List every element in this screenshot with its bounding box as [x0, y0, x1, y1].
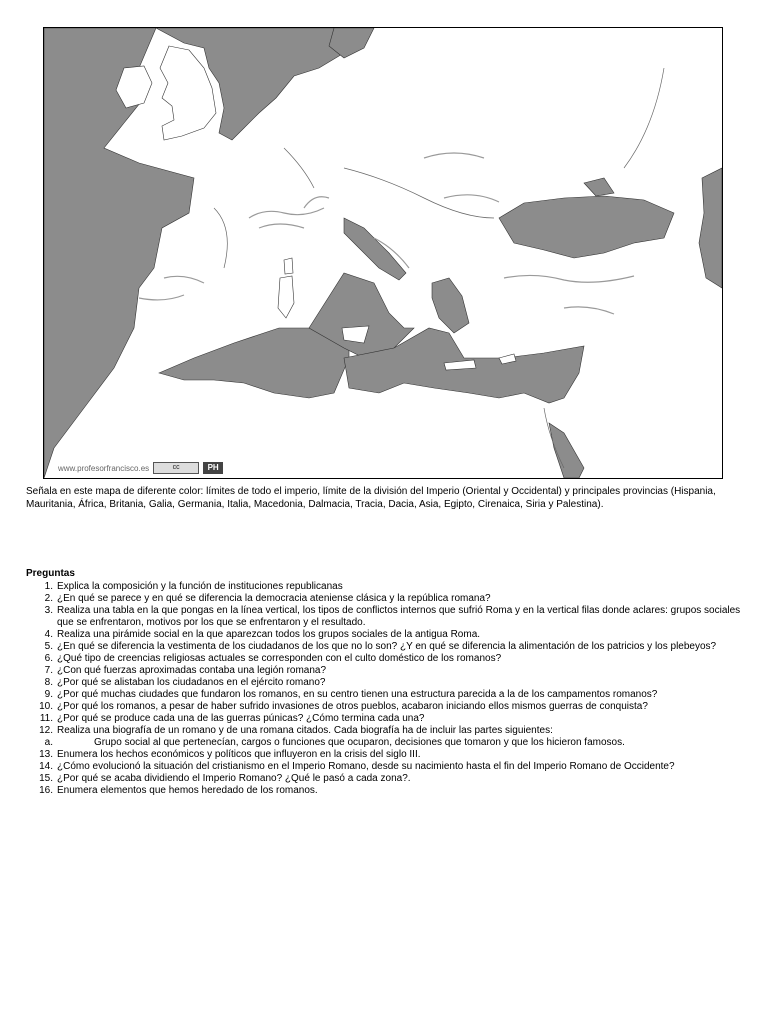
map-instructions: Señala en este mapa de diferente color: límites de todo el imperio, límite de la división del Imperio (Oriental y Occidental) y principales provincias (Hispania, Mauritania, África, Britania, Galia, Germania, Italia, Macedonia, Dalmacia, Tracia, Dacia, Asia, Egipto, Cirenaica, Siria y Palestina).	[26, 486, 716, 510]
map-image	[44, 28, 722, 478]
question-item: 16. Enumera elementos que hemos heredado de los romanos.	[39, 785, 318, 796]
sicily	[342, 326, 369, 343]
cc-license-icon: cc	[153, 462, 199, 474]
ph-logo-icon: PH	[203, 462, 223, 474]
question-item: 12. Realiza una biografía de un romano y de una romana citados. Cada biografía ha de incluir las partes siguientes: a. Grupo social al que pertenecían, cargos o funciones que ocuparon, decisiones que tomaron y que los hicieron famosos.	[26, 725, 742, 749]
questions-section	[26, 568, 742, 797]
map-watermark	[58, 462, 223, 474]
question-item: 15. ¿Por qué se acaba dividiendo el Imperio Romano? ¿Qué le pasó a cada zona?.	[39, 773, 411, 784]
question-item: 8. ¿Por qué se alistaban los ciudadanos en el ejército romano?	[44, 677, 326, 688]
question-item: 4. Realiza una pirámide social en la que aparezcan todos los grupos sociales de la antigua Roma.	[44, 629, 481, 640]
question-item: 3. Realiza una tabla en la que pongas en la línea vertical, los tipos de conflictos internos que sufrió Roma y en la vertical filas donde aclares: grupos sociales que se enfrentaron, motivos por los que se enfrentaron y el resultado.	[44, 605, 741, 628]
question-item: 13. Enumera los hechos económicos y políticos que influyeron en la crisis del siglo III.	[39, 749, 421, 760]
question-item: 14. ¿Cómo evolucionó la situación del cristianismo en el Imperio Romano, desde su nacimiento hasta el fin del Imperio Romano de Occidente?	[39, 761, 675, 772]
corsica	[284, 258, 293, 274]
europe-map	[43, 27, 723, 479]
question-item: 5. ¿En qué se diferencia la vestimenta de los ciudadanos de los que no lo son? ¿Y en qué se diferencia la alimentación de los patricios y los plebeyos?	[44, 641, 717, 652]
question-item: 6. ¿Qué tipo de creencias religiosas actuales se corresponden con el culto doméstico de los romanos?	[44, 653, 502, 664]
question-sub-item: a. Grupo social al que pertenecían, cargos o funciones que ocuparon, decisiones que tomaron y que los hicieron famosos.	[44, 737, 625, 748]
question-item: 7. ¿Con qué fuerzas aproximadas contaba una legión romana?	[44, 665, 327, 676]
question-item: 2. ¿En qué se parece y en qué se diferencia la democracia ateniense clásica y la república romana?	[44, 593, 491, 604]
questions-heading: Preguntas	[26, 568, 75, 579]
questions-list	[26, 581, 742, 797]
watermark-text: www.profesorfrancisco.es	[58, 463, 150, 473]
question-item: 10. ¿Por qué los romanos, a pesar de haber sufrido invasiones de otros pueblos, acabaron iniciando ellos mismos guerras de conquista?	[39, 701, 648, 712]
question-item: 9. ¿Por qué muchas ciudades que fundaron los romanos, en su centro tienen una estructura parecida a la de los campamentos romanos?	[44, 689, 658, 700]
question-item: 11. ¿Por qué se produce cada una de las guerras púnicas? ¿Cómo termina cada una?	[39, 713, 425, 724]
question-item: 1. Explica la composición y la función de instituciones republicanas	[44, 581, 343, 592]
